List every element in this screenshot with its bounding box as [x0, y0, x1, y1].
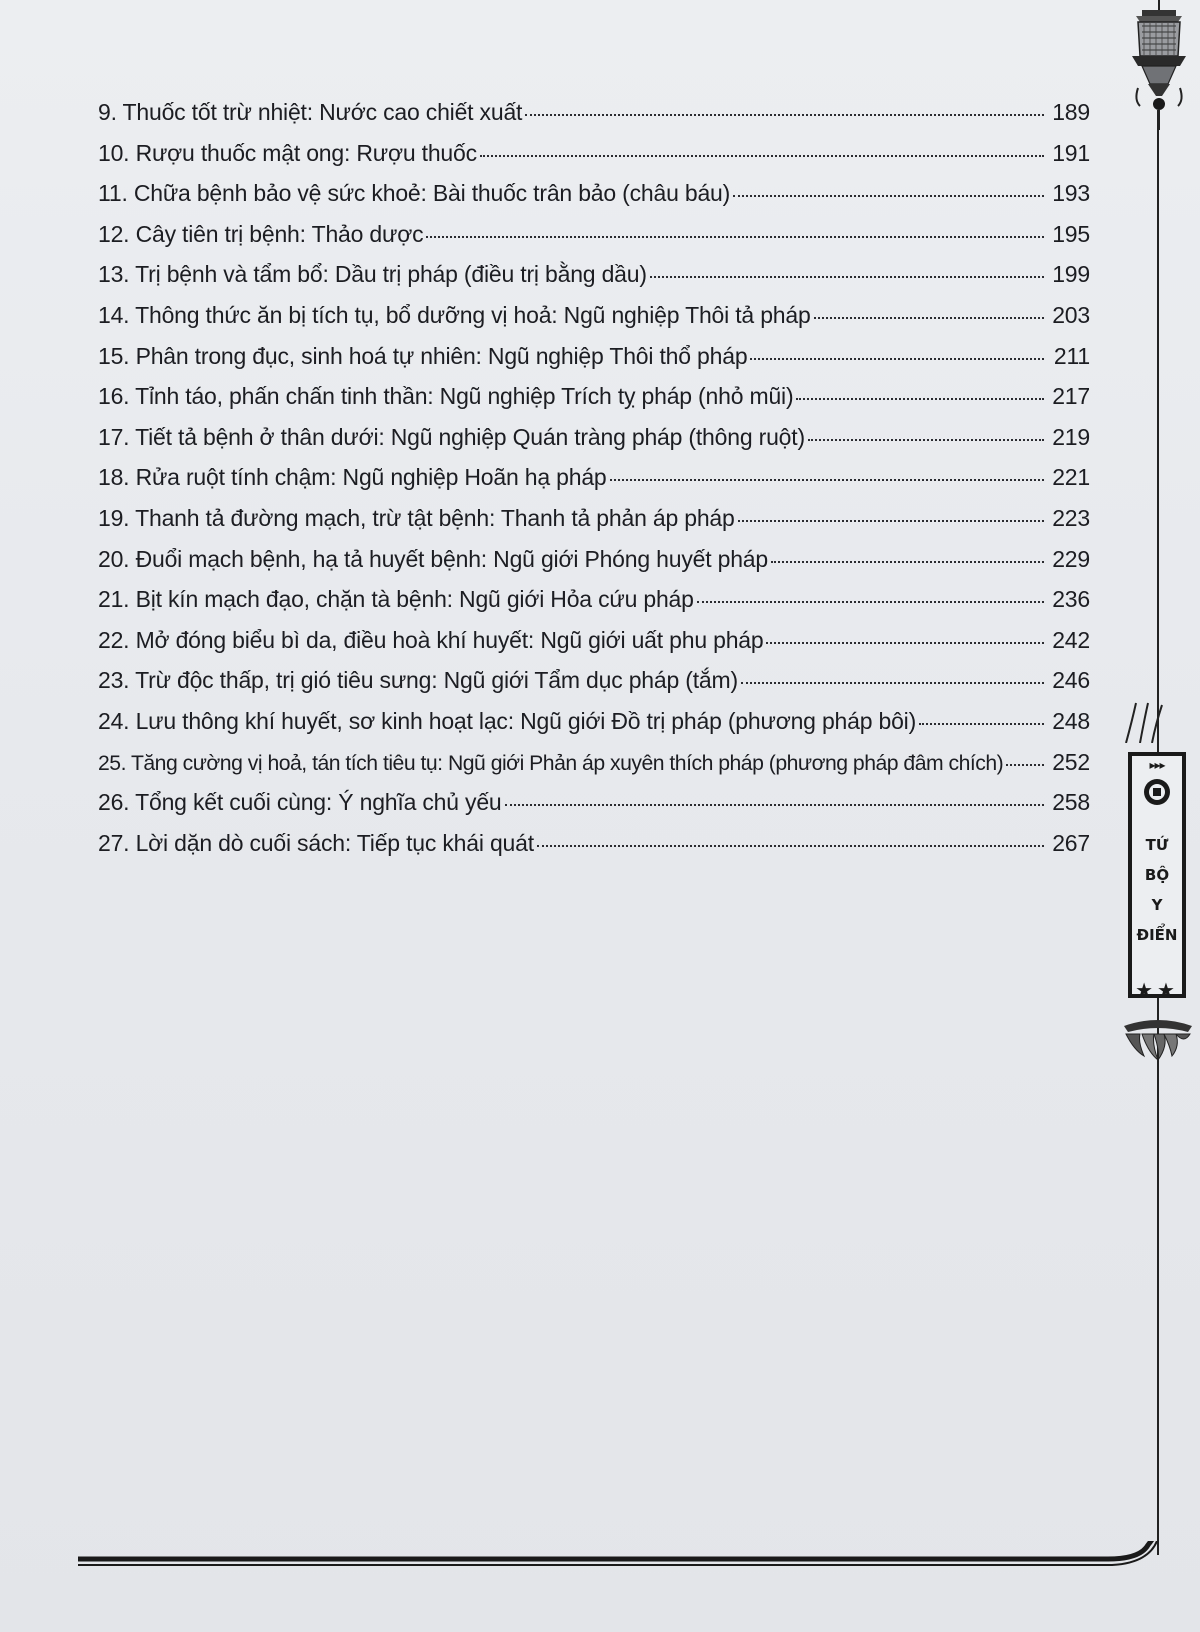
- table-of-contents: [98, 92, 1090, 863]
- toc-entry: [98, 417, 1090, 458]
- toc-entry-title: 18. Rửa ruột tính chậm: Ngũ nghiệp Hoãn hạ pháp: [98, 464, 607, 491]
- toc-entry: [98, 620, 1090, 661]
- toc-entry-title: 21. Bịt kín mạch đạo, chặn tà bệnh: Ngũ giới Hỏa cứu pháp: [98, 586, 694, 613]
- toc-entry-page: 246: [1052, 667, 1090, 694]
- toc-entry: [98, 539, 1090, 580]
- toc-entry-page: 221: [1052, 464, 1090, 491]
- toc-entry-title: 10. Rượu thuốc mật ong: Rượu thuốc: [98, 139, 477, 166]
- toc-leader-dots: [525, 112, 1044, 116]
- toc-entry: [98, 336, 1090, 377]
- toc-entry: [98, 214, 1090, 255]
- toc-leader-dots: [505, 802, 1044, 806]
- toc-entry-page: 267: [1052, 829, 1090, 856]
- toc-entry: [98, 782, 1090, 823]
- toc-leader-dots: [1006, 762, 1044, 766]
- toc-entry-page: 211: [1053, 342, 1090, 369]
- toc-entry-page: 258: [1052, 789, 1090, 816]
- toc-leader-dots: [919, 721, 1044, 725]
- toc-entry-page: 203: [1052, 301, 1090, 328]
- toc-entry-page: 242: [1052, 626, 1090, 653]
- toc-leader-dots: [741, 680, 1044, 684]
- toc-entry-title: 26. Tổng kết cuối cùng: Ý nghĩa chủ yếu: [98, 789, 502, 816]
- tab-stars-icon: ★★: [1135, 980, 1179, 1002]
- lotus-ornament-icon: [1120, 1016, 1196, 1062]
- toc-entry-title: 20. Đuổi mạch bệnh, hạ tả huyết bệnh: Ngũ giới Phóng huyết pháp: [98, 545, 768, 572]
- toc-leader-dots: [480, 153, 1044, 157]
- toc-entry-page: 217: [1052, 383, 1090, 410]
- toc-entry: [98, 701, 1090, 742]
- toc-leader-dots: [610, 477, 1044, 481]
- toc-entry-page: 199: [1052, 261, 1090, 288]
- toc-entry: [98, 173, 1090, 214]
- toc-leader-dots: [650, 274, 1044, 278]
- toc-entry: [98, 457, 1090, 498]
- toc-entry-title: 19. Thanh tả đường mạch, trừ tật bệnh: Thanh tả phản áp pháp: [98, 504, 735, 531]
- side-title-tab-inner: [1132, 756, 1182, 1002]
- toc-leader-dots: [814, 315, 1044, 319]
- toc-entry: [98, 742, 1090, 783]
- tab-title-line-2: BỘ: [1144, 866, 1170, 884]
- toc-leader-dots: [738, 518, 1044, 522]
- toc-entry-title: 9. Thuốc tốt trừ nhiệt: Nước cao chiết xuất: [98, 99, 523, 125]
- toc-entry: [98, 660, 1090, 701]
- toc-entry-page: 191: [1052, 139, 1090, 166]
- toc-entry-page: 189: [1052, 99, 1090, 125]
- toc-leader-dots: [766, 640, 1044, 644]
- toc-leader-dots: [697, 599, 1044, 603]
- toc-entry-title: 16. Tỉnh táo, phấn chấn tinh thần: Ngũ nghiệp Trích tỵ pháp (nhỏ mũi): [98, 383, 794, 410]
- toc-entry: [98, 92, 1090, 133]
- toc-leader-dots: [733, 193, 1044, 197]
- toc-entry-page: 219: [1052, 423, 1090, 450]
- toc-entry-page: 229: [1052, 545, 1090, 572]
- toc-entry-title: 23. Trừ độc thấp, trị gió tiêu sưng: Ngũ giới Tẩm dục pháp (tắm): [98, 667, 738, 694]
- toc-entry-page: 252: [1052, 748, 1090, 775]
- flourish-strokes-icon: [1116, 699, 1166, 743]
- toc-entry: [98, 376, 1090, 417]
- toc-entry-page: 248: [1052, 707, 1090, 734]
- toc-leader-dots: [537, 843, 1044, 847]
- tab-arrows-icon: ▸▸▸: [1149, 758, 1165, 772]
- toc-entry: [98, 823, 1090, 864]
- coin-icon: [1143, 778, 1171, 806]
- toc-entry-title: 13. Trị bệnh và tẩm bổ: Dầu trị pháp (điều trị bằng dầu): [98, 261, 647, 288]
- toc-entry-page: 223: [1052, 504, 1090, 531]
- toc-entry-title: 17. Tiết tả bệnh ở thân dưới: Ngũ nghiệp Quán tràng pháp (thông ruột): [98, 423, 805, 450]
- toc-leader-dots: [771, 559, 1044, 563]
- bottom-curved-rule: [78, 1541, 1160, 1581]
- toc-entry-title: 24. Lưu thông khí huyết, sơ kinh hoạt lạc: Ngũ giới Đồ trị pháp (phương pháp bôi): [98, 707, 917, 734]
- side-title-tab: [1128, 752, 1186, 1002]
- toc-entry-title: 14. Thông thức ăn bị tích tụ, bổ dưỡng vị hoả: Ngũ nghiệp Thôi tả pháp: [98, 301, 811, 328]
- toc-entry-title: 22. Mở đóng biểu bì da, điều hoà khí huyết: Ngũ giới uất phu pháp: [98, 626, 764, 653]
- tab-title-line-4: ĐIỂN: [1136, 926, 1178, 944]
- toc-entry: [98, 579, 1090, 620]
- toc-leader-dots: [796, 396, 1044, 400]
- toc-entry-title: 15. Phân trong đục, sinh hoá tự nhiên: Ngũ nghiệp Thôi thổ pháp: [98, 342, 748, 369]
- tab-title-line-3: Y: [1151, 896, 1163, 914]
- toc-entry: [98, 254, 1090, 295]
- toc-leader-dots: [808, 437, 1044, 441]
- toc-leader-dots: [426, 234, 1044, 238]
- toc-leader-dots: [750, 356, 1044, 360]
- toc-entry-title: 25. Tăng cường vị hoả, tán tích tiêu tụ: Ngũ giới Phản áp xuyên thích pháp (phương pháp đâm chích): [98, 751, 1004, 775]
- toc-entry-page: 193: [1052, 180, 1090, 207]
- toc-entry-page: 236: [1052, 586, 1090, 613]
- tab-title-line-1: TỨ: [1145, 836, 1169, 854]
- toc-entry-title: 12. Cây tiên trị bệnh: Thảo dược: [98, 220, 424, 247]
- lantern-ornament-icon: [1128, 0, 1190, 130]
- toc-entry-page: 195: [1052, 220, 1090, 247]
- toc-entry: [98, 295, 1090, 336]
- toc-entry: [98, 498, 1090, 539]
- toc-entry-title: 11. Chữa bệnh bảo vệ sức khoẻ: Bài thuốc trân bảo (châu báu): [98, 180, 731, 207]
- toc-entry-title: 27. Lời dặn dò cuối sách: Tiếp tục khái quát: [98, 829, 534, 856]
- toc-entry: [98, 133, 1090, 174]
